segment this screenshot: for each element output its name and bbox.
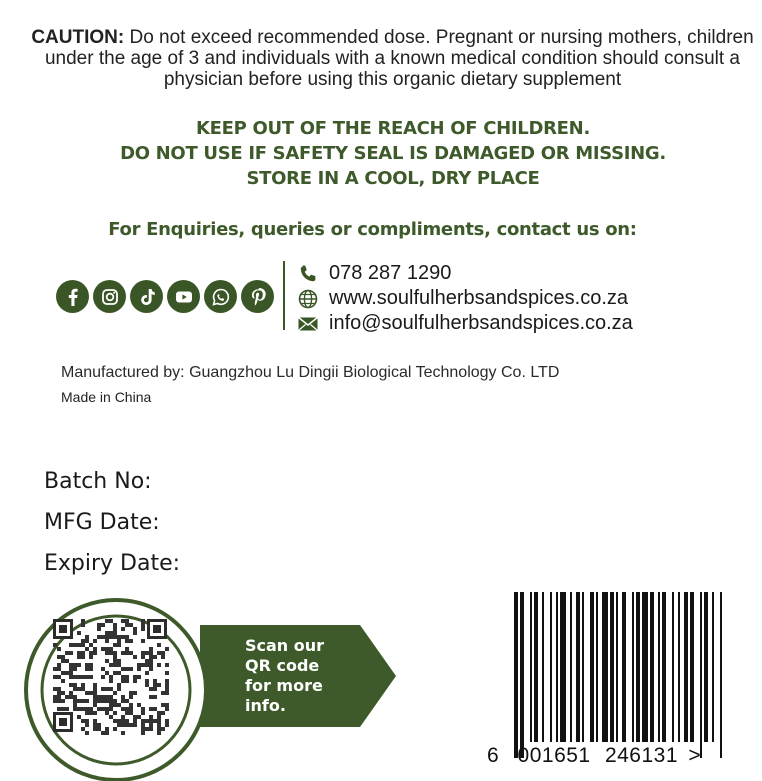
contact-divider (283, 261, 285, 330)
barcode-bar (720, 592, 722, 758)
barcode-lead-digit: 6 (487, 744, 500, 767)
barcode-bar (550, 592, 552, 742)
pinterest-icon[interactable] (241, 280, 274, 313)
qr-callout-text (245, 636, 355, 716)
barcode-bar (684, 592, 688, 742)
barcode-bar (650, 592, 654, 742)
email-link: info@soulfulherbsandspices.co.za (329, 312, 633, 334)
barcode-digits (487, 744, 701, 768)
barcode-bar (582, 592, 584, 742)
barcode-bar (690, 592, 694, 742)
caution-text (30, 27, 755, 90)
barcode-bar (616, 592, 618, 742)
instagram-icon[interactable] (93, 280, 126, 313)
expiry-date-label: Expiry Date: (44, 551, 181, 576)
barcode-bar (602, 592, 608, 742)
warning-storage: STORE IN A COOL, DRY PLACE (246, 168, 540, 189)
barcode-bar (636, 592, 640, 742)
envelope-icon (296, 313, 320, 335)
origin-text: Made in China (61, 389, 152, 405)
barcode-bar (542, 592, 544, 742)
enquiry-heading: For Enquiries, queries or compliments, contact us on: (108, 219, 637, 240)
tiktok-icon[interactable] (130, 280, 163, 313)
barcode-bar (704, 592, 708, 742)
barcode-bar (596, 592, 598, 742)
qr-text-line1: Scan our (245, 636, 325, 655)
warning-safety-seal: DO NOT USE IF SAFETY SEAL IS DAMAGED OR MISSING. (120, 143, 666, 164)
barcode-bar (678, 592, 680, 742)
barcode-group-left: 001651 (517, 744, 591, 767)
contact-website-row[interactable] (296, 286, 633, 311)
contact-email-row[interactable] (296, 311, 633, 336)
barcode-bar (560, 592, 566, 742)
phone-number: 078 287 1290 (329, 262, 452, 284)
whatsapp-icon[interactable] (204, 280, 237, 313)
caution-label: CAUTION: (31, 27, 125, 48)
batch-number-label: Batch No: (44, 469, 152, 494)
website-link: www.soulfulherbsandspices.co.za (329, 287, 629, 309)
barcode-bar (610, 592, 614, 742)
qr-code-badge[interactable] (23, 597, 209, 781)
manufacturer-text: Manufactured by: Guangzhou Lu Dingii Biological Technology Co. LTD (61, 364, 560, 381)
social-icons (56, 280, 274, 313)
barcode-group-right: 246131 (604, 744, 679, 767)
facebook-icon[interactable] (56, 280, 89, 313)
barcode-bar (672, 592, 674, 742)
barcode-bar (662, 592, 666, 742)
globe-icon (296, 288, 320, 310)
barcode-bar (534, 592, 538, 742)
barcode-bar (632, 592, 634, 742)
barcode-bar (642, 592, 648, 742)
barcode-bar (530, 592, 532, 742)
barcode-bar (514, 592, 518, 758)
barcode-bar (622, 592, 626, 742)
barcode-bar (590, 592, 594, 742)
barcode-bar (520, 592, 524, 758)
phone-icon (296, 263, 320, 285)
youtube-icon[interactable] (167, 280, 200, 313)
barcode-bar (570, 592, 572, 742)
warning-keep-away: KEEP OUT OF THE REACH OF CHILDREN. (196, 118, 590, 139)
barcode-bar (700, 592, 702, 758)
barcode-bar (556, 592, 558, 742)
barcode-bar (712, 592, 714, 742)
warnings-block (0, 116, 762, 191)
qr-text-line2: QR code (245, 656, 320, 675)
barcode (490, 590, 730, 763)
caution-body: Do not exceed recommended dose. Pregnant or nursing mothers, children under the age of 3 and individuals with a known medical condition should consult a physician before using this organic dietary supplement (44, 27, 754, 90)
contact-list (296, 261, 633, 336)
mfg-date-label: MFG Date: (44, 510, 160, 535)
contact-phone-row[interactable] (296, 261, 633, 286)
barcode-bar (576, 592, 580, 742)
qr-text-line3: for more (245, 676, 323, 695)
qr-text-line4: info. (245, 696, 286, 715)
barcode-bar (658, 592, 660, 742)
barcode-quiet-marker: > (688, 744, 702, 767)
